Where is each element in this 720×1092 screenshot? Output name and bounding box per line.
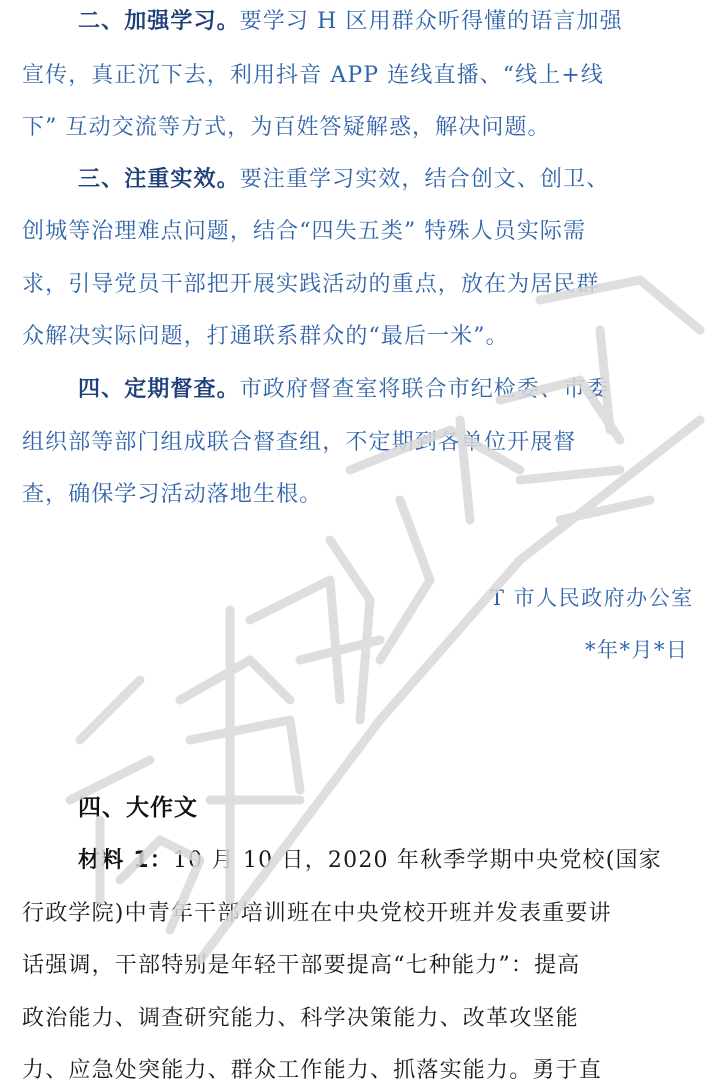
paragraph-line xyxy=(22,480,322,510)
paragraph-line xyxy=(78,375,609,405)
point-heading: 二、加强学习。 xyxy=(78,9,240,34)
paragraph-line xyxy=(78,7,623,37)
line-text: 政治能力、调查研究能力、科学决策能力、改革攻坚能 xyxy=(22,1006,579,1031)
line-text: 下” 互动交流等方式，为百姓答疑解惑，解决问题。 xyxy=(22,115,551,140)
paragraph-line xyxy=(22,899,612,929)
paragraph-line xyxy=(22,428,576,458)
paragraph-line xyxy=(22,322,509,352)
paragraph-line xyxy=(22,113,551,143)
paragraph-line xyxy=(78,846,662,876)
paragraph-line xyxy=(22,217,586,247)
line-text: 组织部等部门组成联合督查组，不定期到各单位开展督 xyxy=(22,430,577,455)
paragraph-line xyxy=(22,951,581,981)
line-text: 求，引导党员干部把开展实践活动的重点，放在为居民群 xyxy=(22,272,600,297)
point-heading: 四、定期督查。 xyxy=(78,377,240,402)
point-heading: 三、注重实效。 xyxy=(78,167,240,192)
line-text: 查，确保学习活动落地生根。 xyxy=(22,482,323,507)
paragraph-line xyxy=(22,1004,579,1034)
line-text: 要学习 H 区用群众听得懂的语言加强 xyxy=(239,9,623,34)
paragraph-line xyxy=(22,270,600,300)
line-text: 力、应急处突能力、群众工作能力、抓落实能力。勇于直 xyxy=(22,1058,603,1083)
paragraph-line xyxy=(22,1056,602,1086)
line-text: 众解决实际问题，打通联系群众的“最后一米”。 xyxy=(22,324,509,349)
line-text: 要注重学习实效，结合创文、创卫、 xyxy=(239,167,610,192)
paragraph-line xyxy=(22,61,604,91)
section-title: 四、大作文 xyxy=(78,795,198,821)
signature-org: T 市人民政府办公室 xyxy=(490,586,694,610)
line-text: 创城等治理难点问题，结合“四失五类” 特殊人员实际需 xyxy=(22,219,587,244)
line-text: 话强调，干部特别是年轻干部要提高“七种能力”：提高 xyxy=(22,953,581,978)
paragraph-line xyxy=(78,165,609,195)
material-label: 材料 1： xyxy=(78,848,173,873)
line-text: 宣传，真正沉下去，利用抖音 APP 连线直播、“线上+线 xyxy=(22,63,604,88)
line-text: 10 月 10 日，2020 年秋季学期中央党校(国家 xyxy=(172,848,662,873)
line-text: 行政学院)中青年干部培训班在中央党校开班并发表重要讲 xyxy=(22,901,612,926)
line-text: 市政府督查室将联合市纪检委、市委 xyxy=(239,377,610,402)
signature-date: *年*月*日 xyxy=(585,638,689,662)
